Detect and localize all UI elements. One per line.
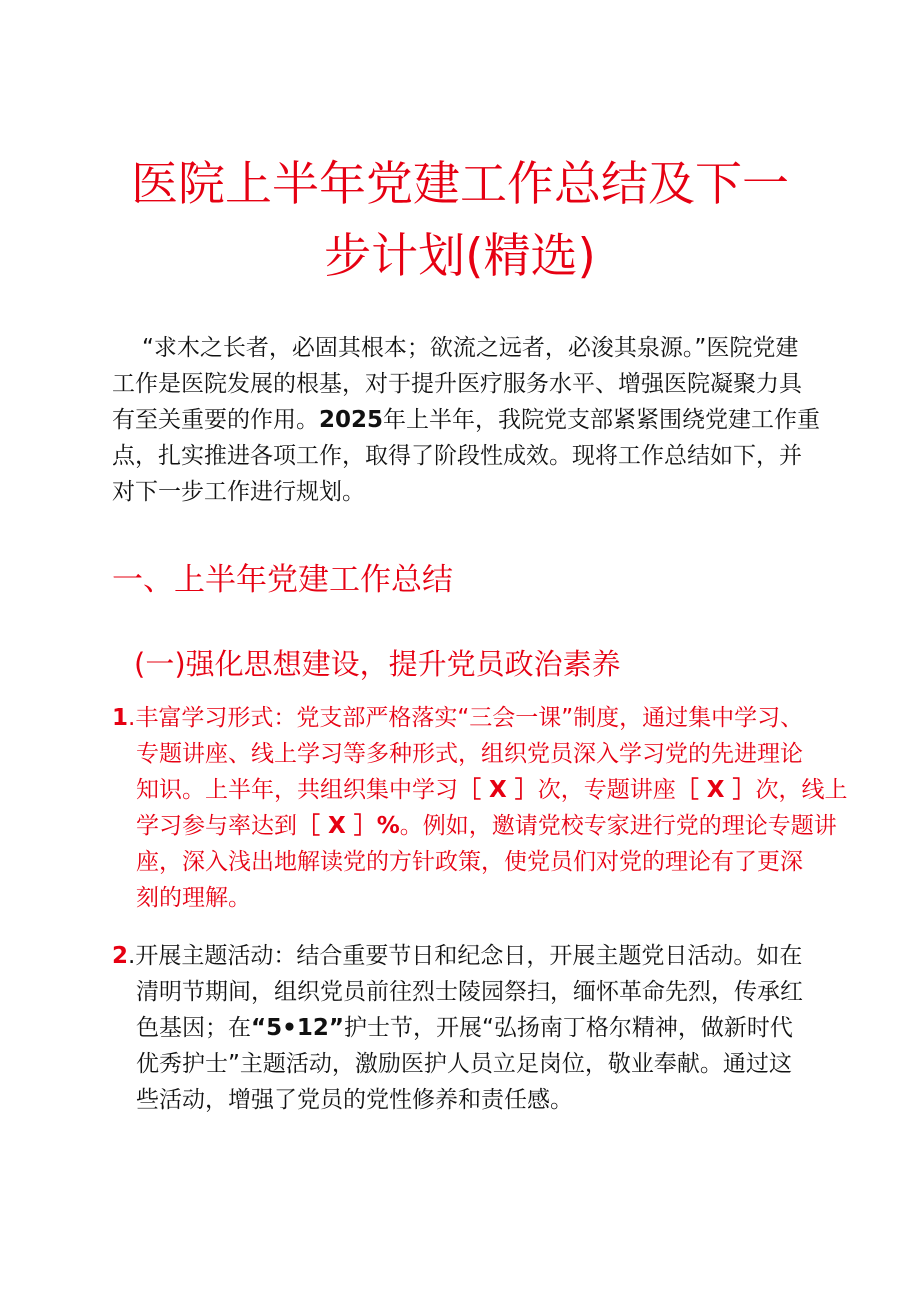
item-2-line-2: 清明节期间，组织党员前往烈士陵园祭扫，缅怀革命先烈，传承红 [136,979,803,1005]
item-2-line-3 [112,1010,832,1046]
item-1-line-3c: 次，线上 [755,777,848,803]
placeholder-x-3: ［ X ］% [297,813,400,839]
document-title-line-2: 步计划(精选) [324,229,596,284]
intro-line-2: 工作是医院发展的根基，对于提升医疗服务水平、增强医院凝聚力具 [112,371,802,397]
item-1-line-4b: 。例如，邀请党校专家进行党的理论专题讲 [399,813,837,839]
item-1-line-3 [112,772,848,808]
intro-line-3-rest: 年上半年，我院党支部紧紧围绕党建工作重 [383,407,821,433]
item-2-line-3c: 护士节，开展“弘扬南丁格尔精神，做新时代 [343,1015,793,1041]
section-1-heading: 一、上半年党建工作总结 [112,562,453,598]
item-2-line-3a: 色基因；在 [136,1015,251,1041]
item-1-line-1 [112,700,832,736]
intro-line-5: 对下一步工作进行规划。 [112,479,365,505]
item-2-line-5: 些活动，增强了党员的党性修养和责任感。 [136,1087,573,1113]
item-1-line-1-text: .丰富学习形式：党支部严格落实“三会一课”制度，通过集中学习、 [128,705,804,731]
nurses-day-date: “5•12” [251,1015,344,1041]
item-1-line-3b: 次，专题讲座 [537,777,676,803]
list-item-2 [112,938,832,1118]
intro-line-3-text: 有至关重要的作用。 [112,407,319,433]
item-2-line-1 [112,938,832,974]
intro-line-3 [112,402,832,438]
document-title-line-1: 医院上半年党建工作总结及下一 [131,157,789,212]
placeholder-x-2: ［ X ］ [675,777,756,803]
item-1-line-6: 刻的理解。 [136,885,251,911]
item-2-line-4: 优秀护士”主题活动，激励医护人员立足岗位，敬业奉献。通过这 [136,1051,792,1077]
intro-paragraph [112,330,832,510]
item-1-number: 1 [112,705,129,731]
item-1-line-4 [112,808,837,844]
intro-line-4: 点，扎实推进各项工作，取得了阶段性成效。现将工作总结如下，并 [112,443,802,469]
placeholder-x-1: ［ X ］ [458,777,538,803]
item-1-line-4a: 学习参与率达到 [136,813,297,839]
item-1-line-5: 座，深入浅出地解读党的方针政策，使党员们对党的理论有了更深 [136,849,803,875]
subsection-1-heading: (一)强化思想建设，提升党员政治素养 [134,647,621,681]
item-1-line-3a: 知识。上半年，共组织集中学习 [136,777,458,803]
intro-line-1: “求木之长者，必固其根本；欲流之远者，必浚其泉源。”医院党建 [142,335,799,361]
item-2-number: 2 [112,943,129,969]
item-2-line-1-text: .开展主题活动：结合重要节日和纪念日，开展主题党日活动。如在 [128,943,803,969]
list-item-1 [112,700,848,916]
item-1-line-2: 专题讲座、线上学习等多种形式，组织党员深入学习党的先进理论 [136,741,803,767]
intro-year: 2025 [319,407,384,433]
